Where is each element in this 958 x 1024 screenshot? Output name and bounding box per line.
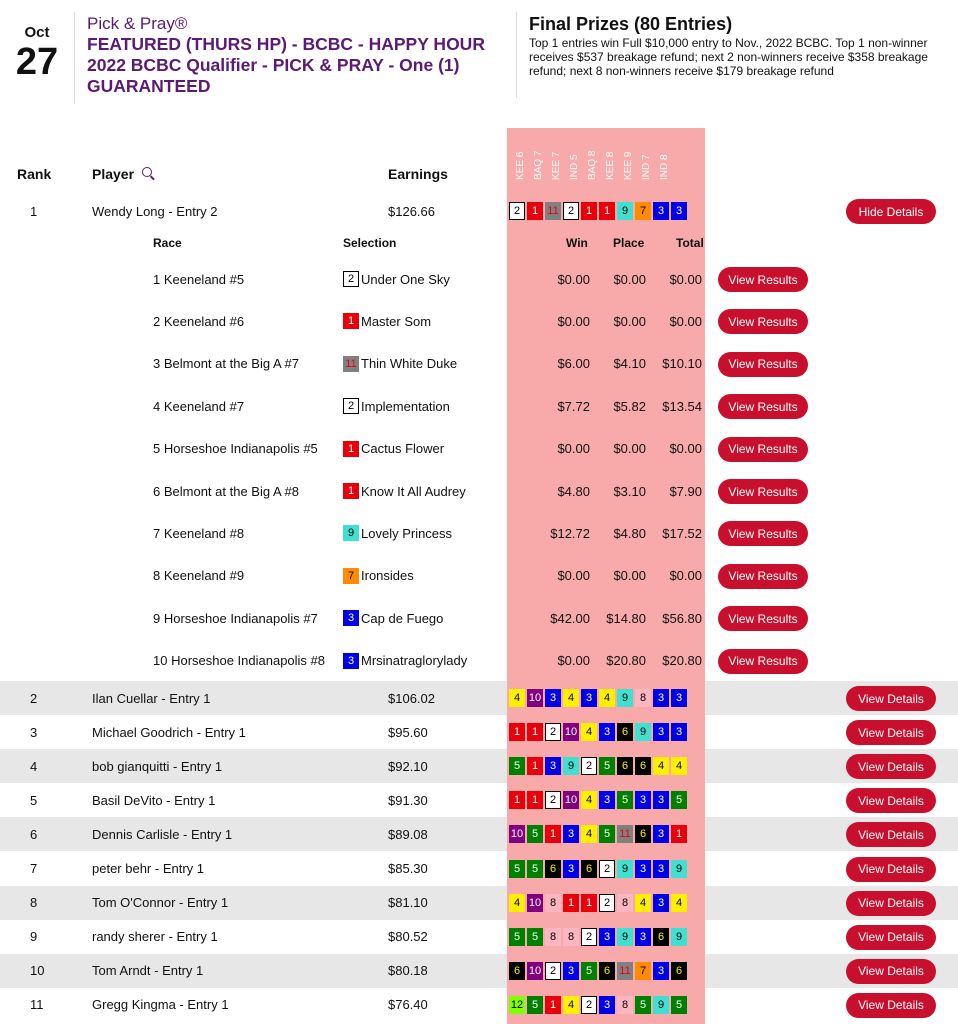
view-results-button[interactable]: View Results <box>718 606 808 631</box>
saddle-cloth-chip: 2 <box>545 962 561 980</box>
saddle-cloth-chip: 4 <box>581 723 597 741</box>
saddle-cloth-chip: 1 <box>343 313 359 329</box>
saddle-cloth-chip: 1 <box>581 202 597 220</box>
saddle-cloth-chip: 10 <box>527 962 543 980</box>
saddle-cloth-chip: 1 <box>509 723 525 741</box>
view-results-button[interactable]: View Results <box>718 479 808 504</box>
selection-cell <box>343 385 450 427</box>
player-cell: Dennis Carlisle - Entry 1 <box>92 826 233 842</box>
race-name: 8 Keeneland #9 <box>153 568 245 584</box>
rank-cell: 2 <box>30 690 38 706</box>
rank-header: Rank <box>17 166 52 182</box>
saddle-cloth-chip: 8 <box>545 894 561 912</box>
view-details-button[interactable]: View Details <box>846 891 936 916</box>
table-row <box>0 194 958 228</box>
race-name: 1 Keeneland #5 <box>153 271 245 287</box>
earnings-cell: $92.10 <box>388 758 428 774</box>
picks-chips <box>509 894 687 912</box>
race-header <box>659 131 682 193</box>
saddle-cloth-chip: 1 <box>527 202 543 220</box>
total-amount: $56.80 <box>662 610 702 626</box>
contest-header <box>87 14 507 97</box>
race-header-label: BAQ 7 <box>533 150 544 180</box>
saddle-cloth-chip: 4 <box>671 894 687 912</box>
table-row <box>0 783 958 817</box>
saddle-cloth-chip: 9 <box>617 202 633 220</box>
total-col-header: Total <box>676 236 704 250</box>
race-header-label: IND 7 <box>641 153 652 180</box>
table-row <box>0 852 958 886</box>
selection-cell <box>343 512 452 554</box>
picks-chips <box>509 825 687 843</box>
prizes-panel <box>529 14 954 78</box>
win-col-header: Win <box>566 236 588 250</box>
saddle-cloth-chip: 4 <box>563 996 579 1014</box>
date-block <box>0 24 74 81</box>
brand-name: Pick & Pray® <box>87 14 188 33</box>
place-amount: $0.00 <box>613 271 646 287</box>
saddle-cloth-chip: 3 <box>563 860 579 878</box>
detail-row <box>0 470 958 512</box>
prizes-description: Top 1 entries win Full $10,000 entry to Nov., 2022 BCBC. Top 1 non-winner receives $537 breakage refund; next 2 non-winners receive $358 breakage refund; next 8 non-winners receive $179 breakage refund <box>529 36 928 78</box>
saddle-cloth-chip: 9 <box>653 996 669 1014</box>
race-name: 2 Keeneland #6 <box>153 313 245 329</box>
place-amount: $20.80 <box>606 653 646 669</box>
detail-row <box>0 385 958 427</box>
earnings-cell: $80.18 <box>388 963 428 979</box>
saddle-cloth-chip: 5 <box>509 757 525 775</box>
saddle-cloth-chip: 6 <box>617 723 633 741</box>
race-header-label: IND 5 <box>569 153 580 180</box>
saddle-cloth-chip: 2 <box>545 723 561 741</box>
rank-cell: 6 <box>30 826 38 842</box>
picks-chips <box>509 860 687 878</box>
table-row <box>0 886 958 920</box>
picks-chips <box>509 723 687 741</box>
place-col-header: Place <box>613 236 645 250</box>
player-cell: Ilan Cuellar - Entry 1 <box>92 690 211 706</box>
table-row <box>0 920 958 954</box>
saddle-cloth-chip: 8 <box>617 894 633 912</box>
saddle-cloth-chip: 3 <box>635 860 651 878</box>
saddle-cloth-chip: 4 <box>509 894 525 912</box>
saddle-cloth-chip: 3 <box>545 757 561 775</box>
win-amount: $4.80 <box>557 483 590 499</box>
saddle-cloth-chip: 9 <box>563 757 579 775</box>
horse-name: Mrsinatraglorylady <box>361 653 468 669</box>
rank-cell: 1 <box>30 203 38 219</box>
race-name: 7 Keeneland #8 <box>153 525 245 541</box>
earnings-cell: $85.30 <box>388 861 428 876</box>
saddle-cloth-chip: 7 <box>343 568 359 584</box>
place-amount: $0.00 <box>613 441 646 457</box>
view-details-button[interactable]: View Details <box>846 857 936 882</box>
saddle-cloth-chip: 3 <box>671 723 687 741</box>
saddle-cloth-chip: 5 <box>527 928 543 946</box>
saddle-cloth-chip: 8 <box>563 928 579 946</box>
saddle-cloth-chip: 9 <box>617 860 633 878</box>
detail-row <box>0 343 958 385</box>
saddle-cloth-chip: 3 <box>653 825 669 843</box>
detail-row <box>0 258 958 300</box>
detail-row <box>0 300 958 342</box>
saddle-cloth-chip: 6 <box>509 962 525 980</box>
picks-chips <box>509 996 687 1014</box>
saddle-cloth-chip: 5 <box>635 996 651 1014</box>
total-amount: $17.52 <box>662 525 702 541</box>
saddle-cloth-chip: 1 <box>671 825 687 843</box>
view-results-button[interactable]: View Results <box>718 309 808 334</box>
saddle-cloth-chip: 3 <box>545 689 561 707</box>
horse-name: Lovely Princess <box>361 525 453 541</box>
saddle-cloth-chip: 3 <box>653 860 669 878</box>
saddle-cloth-chip: 3 <box>563 962 579 980</box>
saddle-cloth-chip: 6 <box>599 962 615 980</box>
saddle-cloth-chip: 11 <box>617 962 633 980</box>
saddle-cloth-chip: 6 <box>545 860 561 878</box>
saddle-cloth-chip: 9 <box>617 689 633 707</box>
view-results-button[interactable]: View Results <box>718 437 808 462</box>
table-row <box>0 988 958 1022</box>
player-cell: peter behr - Entry 1 <box>92 861 204 876</box>
picks-chips <box>509 757 687 775</box>
earnings-cell: $76.40 <box>388 997 428 1013</box>
saddle-cloth-chip: 4 <box>599 689 615 707</box>
total-amount: $0.00 <box>669 313 702 329</box>
table-row <box>0 715 958 749</box>
view-details-button[interactable]: View Details <box>846 686 936 711</box>
place-amount: $0.00 <box>613 313 646 329</box>
race-col-header: Race <box>153 236 182 250</box>
saddle-cloth-chip: 3 <box>563 825 579 843</box>
saddle-cloth-chip: 9 <box>671 928 687 946</box>
saddle-cloth-chip: 4 <box>581 791 597 809</box>
saddle-cloth-chip: 1 <box>563 894 579 912</box>
rank-cell: 9 <box>30 929 38 945</box>
search-icon[interactable] <box>142 167 152 177</box>
view-details-button[interactable]: View Details <box>846 822 936 847</box>
race-name: 5 Horseshoe Indianapolis #5 <box>153 441 318 457</box>
earnings-header: Earnings <box>388 166 448 182</box>
saddle-cloth-chip: 6 <box>653 928 669 946</box>
total-amount: $0.00 <box>669 441 702 457</box>
saddle-cloth-chip: 3 <box>635 791 651 809</box>
place-amount: $4.10 <box>613 356 646 372</box>
saddle-cloth-chip: 10 <box>527 689 543 707</box>
saddle-cloth-chip: 1 <box>545 825 561 843</box>
win-amount: $7.72 <box>557 398 590 414</box>
total-amount: $0.00 <box>669 271 702 287</box>
saddle-cloth-chip: 4 <box>581 825 597 843</box>
date-day: 27 <box>15 41 59 83</box>
saddle-cloth-chip: 4 <box>563 689 579 707</box>
saddle-cloth-chip: 5 <box>599 757 615 775</box>
place-amount: $4.80 <box>613 525 646 541</box>
saddle-cloth-chip: 3 <box>599 723 615 741</box>
contest-name: FEATURED (THURS HP) - BCBC - HAPPY HOUR 2022 BCBC Qualifier - PICK & PRAY - One (1) GUARANTEED <box>87 34 485 96</box>
race-header-label: KEE 6 <box>515 151 526 180</box>
saddle-cloth-chip: 10 <box>509 825 525 843</box>
view-results-button[interactable]: View Results <box>718 564 808 589</box>
saddle-cloth-chip: 1 <box>527 757 543 775</box>
win-amount: $6.00 <box>557 356 590 372</box>
place-amount: $14.80 <box>606 610 646 626</box>
divider <box>74 12 75 104</box>
horse-name: Thin White Duke <box>361 356 458 372</box>
saddle-cloth-chip: 2 <box>581 996 597 1014</box>
rank-cell: 7 <box>30 861 38 876</box>
saddle-cloth-chip: 6 <box>635 757 651 775</box>
earnings-cell: $81.10 <box>388 895 428 911</box>
saddle-cloth-chip: 7 <box>635 202 651 220</box>
saddle-cloth-chip: 1 <box>545 996 561 1014</box>
race-header-label: KEE 5 <box>497 151 508 180</box>
table-row <box>0 817 958 851</box>
saddle-cloth-chip: 8 <box>617 996 633 1014</box>
picks-chips <box>509 791 687 809</box>
player-cell: Tom Arndt - Entry 1 <box>92 963 204 979</box>
player-cell: randy sherer - Entry 1 <box>92 929 218 945</box>
player-cell: Gregg Kingma - Entry 1 <box>92 997 229 1013</box>
saddle-cloth-chip: 1 <box>581 894 597 912</box>
saddle-cloth-chip: 3 <box>671 689 687 707</box>
saddle-cloth-chip: 2 <box>545 791 561 809</box>
horse-name: Cactus Flower <box>361 441 445 457</box>
saddle-cloth-chip: 3 <box>599 791 615 809</box>
saddle-cloth-chip: 1 <box>343 483 359 499</box>
saddle-cloth-chip: 1 <box>527 723 543 741</box>
table-row <box>0 954 958 988</box>
view-results-button[interactable]: View Results <box>718 521 808 546</box>
saddle-cloth-chip: 5 <box>617 791 633 809</box>
saddle-cloth-chip: 5 <box>509 928 525 946</box>
saddle-cloth-chip: 5 <box>527 860 543 878</box>
saddle-cloth-chip: 3 <box>653 962 669 980</box>
race-name: 10 Horseshoe Indianapolis #8 <box>153 653 326 669</box>
rank-cell: 10 <box>30 963 45 979</box>
saddle-cloth-chip: 12 <box>509 996 525 1014</box>
race-header-label: KEE 7 <box>551 151 562 180</box>
horse-name: Ironsides <box>361 568 414 584</box>
saddle-cloth-chip: 1 <box>509 791 525 809</box>
race-name: 9 Horseshoe Indianapolis #7 <box>153 610 318 626</box>
rank-cell: 11 <box>30 997 44 1013</box>
race-name: 4 Keeneland #7 <box>153 398 245 414</box>
saddle-cloth-chip: 2 <box>599 860 615 878</box>
saddle-cloth-chip: 11 <box>545 202 561 220</box>
view-results-button[interactable]: View Results <box>718 394 808 419</box>
win-amount: $0.00 <box>557 653 590 669</box>
saddle-cloth-chip: 3 <box>653 723 669 741</box>
horse-name: Implementation <box>361 398 450 414</box>
saddle-cloth-chip: 4 <box>653 757 669 775</box>
saddle-cloth-chip: 4 <box>635 894 651 912</box>
saddle-cloth-chip: 1 <box>527 791 543 809</box>
win-amount: $0.00 <box>557 441 590 457</box>
player-cell: Basil DeVito - Entry 1 <box>92 792 216 808</box>
saddle-cloth-chip: 3 <box>581 689 597 707</box>
saddle-cloth-chip: 5 <box>599 825 615 843</box>
saddle-cloth-chip: 8 <box>545 928 561 946</box>
rank-cell: 4 <box>30 758 38 774</box>
place-amount: $3.10 <box>613 483 646 499</box>
picks-chips <box>509 962 687 980</box>
saddle-cloth-chip: 11 <box>343 356 359 372</box>
view-details-button[interactable]: View Details <box>846 754 936 779</box>
rank-cell: 8 <box>30 895 38 911</box>
saddle-cloth-chip: 3 <box>653 689 669 707</box>
saddle-cloth-chip: 5 <box>671 791 687 809</box>
race-header-label: IND 8 <box>659 153 670 180</box>
horse-name: Know It All Audrey <box>361 483 466 499</box>
view-results-button[interactable]: View Results <box>718 649 808 674</box>
prizes-title: Final Prizes (80 Entries) <box>529 14 733 34</box>
saddle-cloth-chip: 2 <box>581 757 597 775</box>
date-month: Oct <box>24 24 50 41</box>
selection-cell <box>343 555 414 597</box>
saddle-cloth-chip: 10 <box>563 791 579 809</box>
table-row <box>0 681 958 715</box>
selection-cell <box>343 428 444 470</box>
saddle-cloth-chip: 1 <box>599 202 615 220</box>
saddle-cloth-chip: 3 <box>343 610 359 626</box>
view-results-button[interactable]: View Results <box>718 267 808 292</box>
saddle-cloth-chip: 3 <box>635 928 651 946</box>
saddle-cloth-chip: 10 <box>527 894 543 912</box>
view-details-button[interactable]: View Details <box>846 959 936 984</box>
saddle-cloth-chip: 2 <box>343 398 359 414</box>
view-details-button[interactable]: View Details <box>846 788 936 813</box>
win-amount: $12.72 <box>550 525 590 541</box>
total-amount: $7.90 <box>669 483 702 499</box>
saddle-cloth-chip: 3 <box>343 653 359 669</box>
total-amount: $10.10 <box>662 356 702 372</box>
saddle-cloth-chip: 6 <box>581 860 597 878</box>
saddle-cloth-chip: 2 <box>563 202 579 220</box>
race-header-label: KEE 9 <box>623 151 634 180</box>
saddle-cloth-chip: 3 <box>671 202 687 220</box>
selection-cell <box>343 470 466 512</box>
saddle-cloth-chip: 7 <box>635 962 651 980</box>
picks-chips <box>509 928 687 946</box>
saddle-cloth-chip: 6 <box>617 757 633 775</box>
saddle-cloth-chip: 9 <box>617 928 633 946</box>
view-details-button[interactable]: View Details <box>846 993 936 1018</box>
win-amount: $0.00 <box>557 271 590 287</box>
saddle-cloth-chip: 6 <box>635 825 651 843</box>
win-amount: $0.00 <box>557 313 590 329</box>
saddle-cloth-chip: 5 <box>527 825 543 843</box>
saddle-cloth-chip: 9 <box>635 723 651 741</box>
saddle-cloth-chip: 5 <box>527 996 543 1014</box>
divider <box>516 12 517 98</box>
saddle-cloth-chip: 5 <box>581 962 597 980</box>
selection-cell <box>343 258 450 300</box>
saddle-cloth-chip: 4 <box>509 689 525 707</box>
race-name: 6 Belmont at the Big A #8 <box>153 483 299 499</box>
saddle-cloth-chip: 3 <box>653 894 669 912</box>
saddle-cloth-chip: 8 <box>635 689 651 707</box>
table-row <box>0 749 958 783</box>
saddle-cloth-chip: 2 <box>599 894 615 912</box>
saddle-cloth-chip: 10 <box>563 723 579 741</box>
selection-cell <box>343 640 467 682</box>
total-amount: $0.00 <box>669 568 702 584</box>
total-amount: $20.80 <box>662 653 702 669</box>
earnings-cell: $80.52 <box>388 929 428 945</box>
detail-row <box>0 428 958 470</box>
race-header-label: BAQ 8 <box>587 150 598 180</box>
selection-cell <box>343 300 431 342</box>
saddle-cloth-chip: 2 <box>509 202 525 220</box>
saddle-cloth-chip: 3 <box>599 996 615 1014</box>
place-amount: $0.00 <box>613 568 646 584</box>
saddle-cloth-chip: 3 <box>653 202 669 220</box>
hide-details-button[interactable]: Hide Details <box>846 199 936 224</box>
horse-name: Cap de Fuego <box>361 610 444 626</box>
player-cell: Michael Goodrich - Entry 1 <box>92 724 246 740</box>
win-amount: $0.00 <box>557 568 590 584</box>
earnings-cell: $106.02 <box>388 690 435 706</box>
saddle-cloth-chip: 4 <box>671 757 687 775</box>
picks-chips <box>509 202 687 220</box>
horse-name: Under One Sky <box>361 271 450 287</box>
detail-row <box>0 640 958 682</box>
player-cell: Tom O'Connor - Entry 1 <box>92 895 229 911</box>
player-cell: Wendy Long - Entry 2 <box>92 203 218 219</box>
selection-cell <box>343 597 443 639</box>
detail-row <box>0 555 958 597</box>
saddle-cloth-chip: 2 <box>343 271 359 287</box>
saddle-cloth-chip: 5 <box>509 860 525 878</box>
view-details-button[interactable]: View Details <box>846 720 936 745</box>
rank-cell: 3 <box>30 724 38 740</box>
player-cell: bob gianquitti - Entry 1 <box>92 758 223 774</box>
saddle-cloth-chip: 9 <box>343 525 359 541</box>
rank-cell: 5 <box>30 792 38 808</box>
race-name: 3 Belmont at the Big A #7 <box>153 356 299 372</box>
detail-row <box>0 512 958 554</box>
saddle-cloth-chip: 2 <box>581 928 597 946</box>
horse-name: Master Som <box>361 313 432 329</box>
saddle-cloth-chip: 3 <box>653 791 669 809</box>
saddle-cloth-chip: 1 <box>343 441 359 457</box>
race-header-label: KEE 8 <box>605 151 616 180</box>
selection-col-header: Selection <box>343 236 397 250</box>
picks-chips <box>509 689 687 707</box>
saddle-cloth-chip: 6 <box>671 962 687 980</box>
earnings-cell: $91.30 <box>388 792 428 808</box>
place-amount: $5.82 <box>613 398 646 414</box>
saddle-cloth-chip: 5 <box>671 996 687 1014</box>
view-details-button[interactable]: View Details <box>846 925 936 950</box>
earnings-cell: $89.08 <box>388 826 428 842</box>
detail-row <box>0 597 958 639</box>
player-header[interactable] <box>92 166 152 182</box>
earnings-cell: $126.66 <box>388 203 435 219</box>
saddle-cloth-chip: 3 <box>599 928 615 946</box>
saddle-cloth-chip: 11 <box>617 825 633 843</box>
earnings-cell: $95.60 <box>388 724 428 740</box>
win-amount: $42.00 <box>550 610 590 626</box>
view-results-button[interactable]: View Results <box>718 352 808 377</box>
player-header-label: Player <box>92 166 135 182</box>
saddle-cloth-chip: 9 <box>671 860 687 878</box>
total-amount: $13.54 <box>662 398 702 414</box>
selection-cell <box>343 343 457 385</box>
